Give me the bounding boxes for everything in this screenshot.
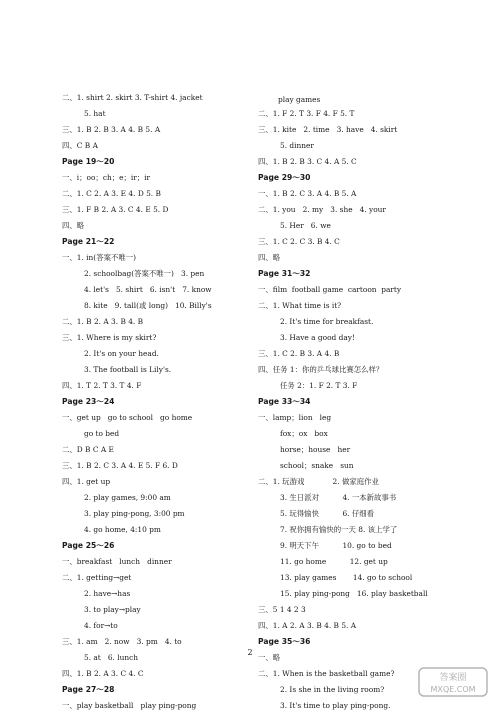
answer-line: 四、略 xyxy=(258,253,281,262)
answer-line: 三、5 1 4 2 3 xyxy=(258,605,306,614)
page-heading: Page 31～32 xyxy=(258,269,311,278)
answer-line: 3. Have a good day! xyxy=(280,333,355,342)
answer-line: 5. dinner xyxy=(280,141,314,150)
answer-line: 四、1. B 2. B 3. C 4. A 5. C xyxy=(258,157,357,166)
answer-line: 任务 2：1. F 2. T 3. F xyxy=(280,381,358,390)
answer-line: 三、1. am 2. now 3. pm 4. to xyxy=(62,637,182,646)
svg-text:答案圈: 答案圈 xyxy=(439,673,467,683)
page-heading: Page 29～30 xyxy=(258,173,311,182)
page-heading: Page 21～22 xyxy=(62,237,115,246)
answer-line: 4. go home, 4:10 pm xyxy=(84,525,161,534)
answer-line: 7. 祝你拥有愉快的一天 8. 该上学了 xyxy=(280,525,398,534)
answer-line: 二、1. getting→get xyxy=(62,573,132,582)
answer-line: go to bed xyxy=(84,429,120,438)
answer-line: 四、1. get up xyxy=(62,477,111,486)
answer-line: 4. for→to xyxy=(84,621,118,630)
left-column xyxy=(62,90,242,714)
answer-line: 一、film football game cartoon party xyxy=(258,285,402,294)
answer-line: 2. play games, 9:00 am xyxy=(84,493,171,502)
continued-line: play games xyxy=(278,95,321,104)
page-number: 2 xyxy=(247,648,253,657)
answer-line: 三、1. F B 2. A 3. C 4. E 5. D xyxy=(62,205,169,214)
answer-line: 4. let's 5. shirt 6. isn't 7. know xyxy=(84,285,212,294)
page-heading: Page 19～20 xyxy=(62,157,115,166)
page-heading: Page 33～34 xyxy=(258,397,311,406)
answer-line: 三、1. kite 2. time 3. have 4. skirt xyxy=(258,125,398,134)
answer-line: 5. at 6. lunch xyxy=(84,653,139,662)
answer-line: 二、D B C A E xyxy=(62,445,114,454)
answer-line: 二、1. 玩游戏 2. 做家庭作业 xyxy=(258,477,379,486)
answer-line: 二、1. C 2. A 3. E 4. D 5. B xyxy=(62,189,161,198)
answer-line: 二、1. you 2. my 3. she 4. your xyxy=(258,205,386,214)
answer-line: 2. Is she in the living room? xyxy=(280,685,385,694)
page-heading: Page 35～36 xyxy=(258,637,311,646)
answer-line: 二、1. shirt 2. skirt 3. T-shirt 4. jacket xyxy=(62,93,203,102)
answer-line: 2. It's time for breakfast. xyxy=(280,317,374,326)
answer-line: 11. go home 12. get up xyxy=(280,557,388,566)
answer-line: 15. play ping-pong 16. play basketball xyxy=(280,589,428,598)
answer-line: 四、1. T 2. T 3. T 4. F xyxy=(62,381,142,390)
answer-line: horse；house her xyxy=(280,445,351,454)
answer-line: 2. It's on your head. xyxy=(84,349,159,358)
answer-line: 一、1. in(答案不唯一) xyxy=(62,253,137,262)
watermark-logo xyxy=(418,667,488,697)
answer-line: fox；ox box xyxy=(280,429,328,438)
answer-line: 一、略 xyxy=(258,653,281,662)
answer-line: 二、1. What time is it? xyxy=(258,301,342,310)
answer-line: 2. have→has xyxy=(84,589,131,598)
answer-line: 一、get up go to school go home xyxy=(62,413,193,422)
answer-line: 三、1. Where is my skirt? xyxy=(62,333,157,342)
answer-line: 一、breakfast lunch dinner xyxy=(62,557,172,566)
answer-line: 9. 明天下午 10. go to bed xyxy=(280,541,392,550)
answer-line: 二、1. B 2. A 3. B 4. B xyxy=(62,317,144,326)
answer-line: 三、1. C 2. B 3. A 4. B xyxy=(258,349,340,358)
page-heading: Page 23～24 xyxy=(62,397,115,406)
answer-line: 四、略 xyxy=(62,221,85,230)
answer-line: school；snake sun xyxy=(280,461,354,470)
answer-line: 3. The football is Lily's. xyxy=(84,365,172,374)
answer-line: 三、1. C 2. C 3. B 4. C xyxy=(258,237,340,246)
right-column xyxy=(258,90,458,714)
answer-line: 四、C B A xyxy=(62,141,98,150)
answer-line: 8. kite 9. tall(或 long) 10. Billy's xyxy=(84,301,212,310)
answer-line: 三、1. B 2. C 3. A 4. E 5. F 6. D xyxy=(62,461,178,470)
answer-line: 3. 生日派对 4. 一本新故事书 xyxy=(280,493,397,502)
answer-line: 一、i；oo；ch；e；ir；ir xyxy=(62,173,151,182)
answer-line: 四、1. A 2. A 3. B 4. B 5. A xyxy=(258,621,357,630)
answer-line: 一、lamp；lion leg xyxy=(258,413,332,422)
answer-line: 3. It's time to play ping-pong. xyxy=(280,701,391,710)
answer-line: 一、play basketball play ping-pong xyxy=(62,701,197,710)
answer-line: 2. schoolbag(答案不唯一) 3. pen xyxy=(84,269,205,278)
answer-line: 5. hat xyxy=(84,109,106,118)
page-heading: Page 25～26 xyxy=(62,541,115,550)
answer-line: 5. 玩得愉快 6. 仔细看 xyxy=(280,509,375,518)
answer-line: 3. to play→play xyxy=(84,605,141,614)
answer-line: 一、1. B 2. C 3. A 4. B 5. A xyxy=(258,189,357,198)
answer-line: 三、1. B 2. B 3. A 4. B 5. A xyxy=(62,125,161,134)
answer-line: 二、1. F 2. T 3. F 4. F 5. T xyxy=(258,109,355,118)
answer-line: 四、任务 1：你的乒乓球比赛怎么样？ xyxy=(258,365,384,374)
answer-line: 四、1. B 2. A 3. C 4. C xyxy=(62,669,144,678)
page-heading: Page 27～28 xyxy=(62,685,115,694)
svg-text:MXQE.COM: MXQE.COM xyxy=(430,685,476,694)
answer-line: 3. play ping-pong, 3:00 pm xyxy=(84,509,185,518)
answer-line: 5. Her 6. we xyxy=(280,221,331,230)
answer-line: 二、1. When is the basketball game? xyxy=(258,669,395,678)
answer-line xyxy=(258,90,458,106)
answer-line: 13. play games 14. go to school xyxy=(280,573,413,582)
